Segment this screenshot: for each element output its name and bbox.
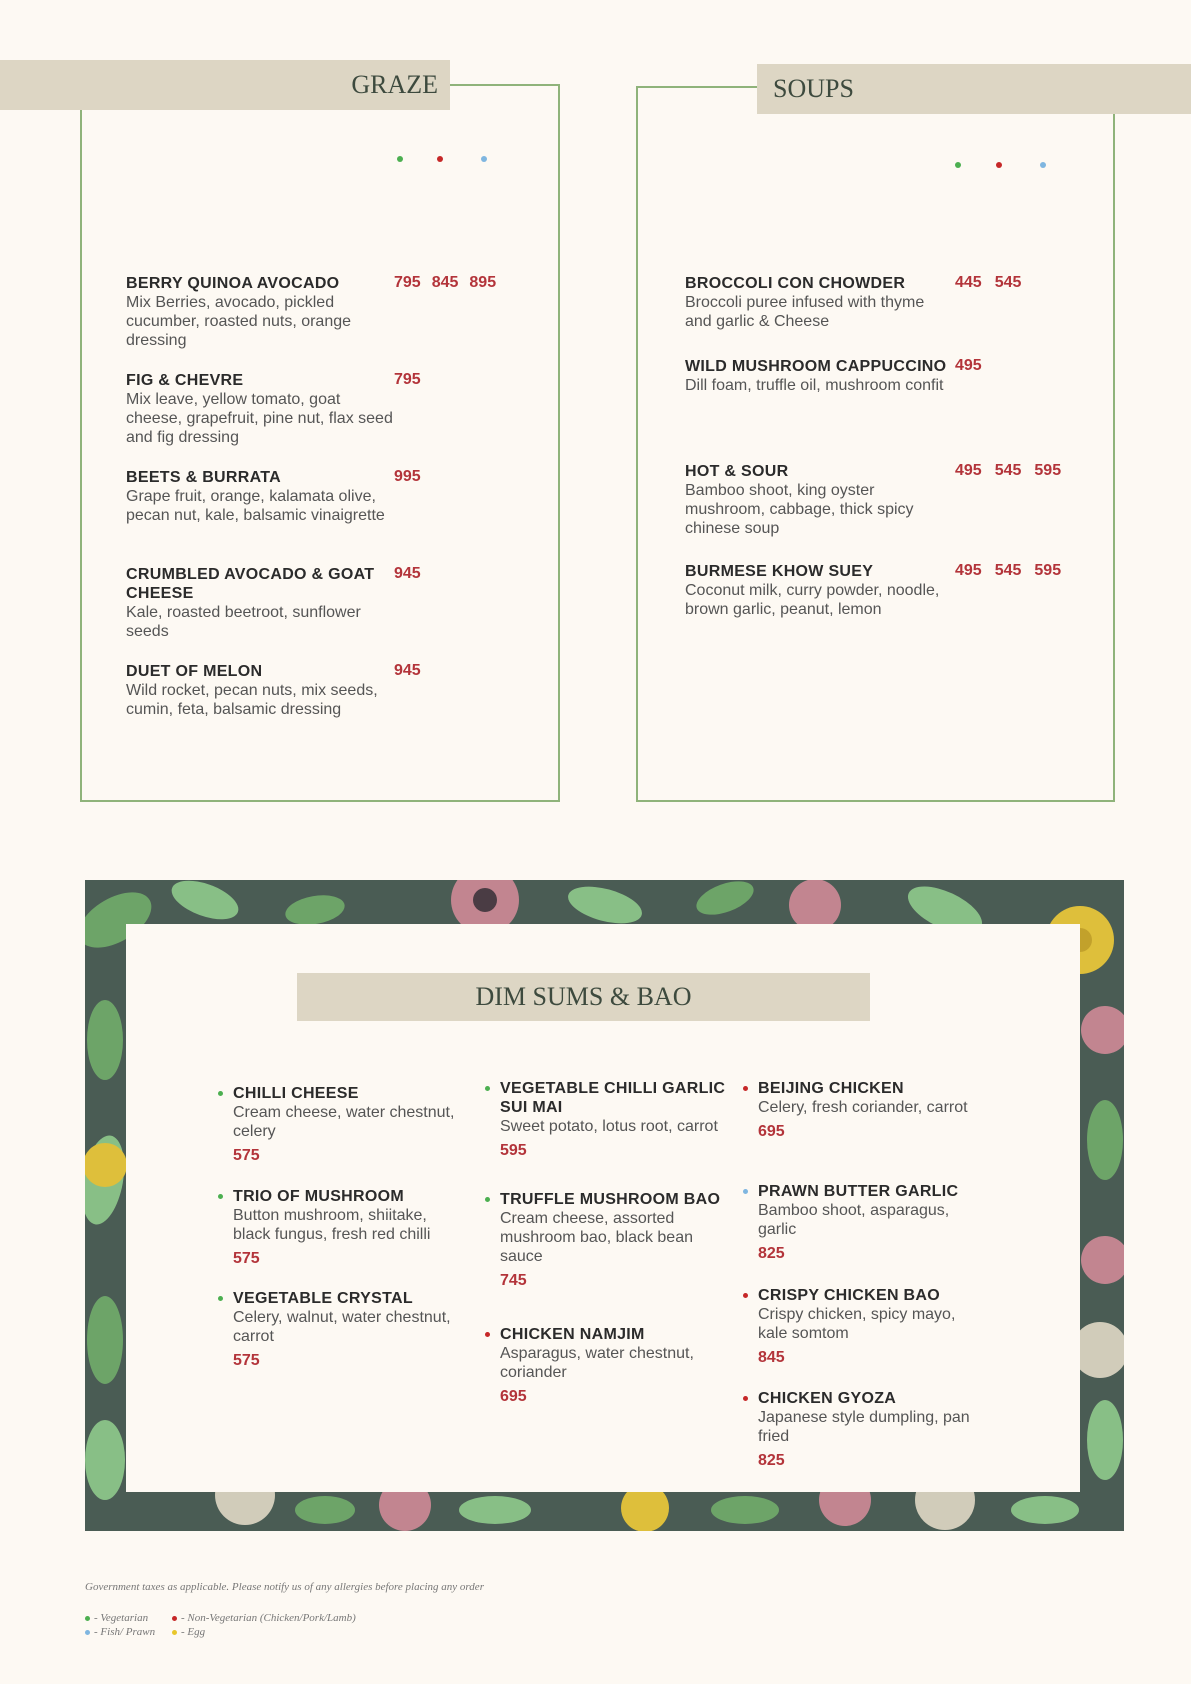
item-name: PRAWN BUTTER GARLIC (758, 1183, 959, 1200)
item-name: BEETS & BURRATA (126, 469, 282, 486)
menu-item (126, 468, 396, 525)
item-price: 595 (500, 1142, 527, 1159)
item-prices (394, 565, 432, 583)
item-price: 945 (394, 565, 421, 582)
menu-item (685, 274, 955, 331)
item-description: Cream cheese, assorted mushroom bao, black bean sauce (500, 1210, 693, 1265)
item-prices (955, 462, 1074, 480)
item-prices (394, 468, 432, 486)
legend-veg-label: - Vegetarian (94, 1612, 149, 1624)
item-name: DUET OF MELON (126, 663, 263, 680)
nonveg-dot (743, 1396, 748, 1401)
item-description: Celery, fresh coriander, carrot (758, 1099, 968, 1116)
graze-banner (0, 60, 450, 110)
item-name: CRISPY CHICKEN BAO (758, 1287, 941, 1304)
legend-veg (85, 1612, 148, 1624)
dimsum-item (233, 1084, 463, 1165)
item-prices (394, 274, 507, 292)
dimsum-item (758, 1182, 988, 1263)
legend-fish (85, 1626, 155, 1638)
item-price: 795 (394, 371, 421, 388)
graze-title: GRAZE (351, 70, 438, 99)
item-name: BERRY QUINOA AVOCADO (126, 275, 340, 292)
item-description: Kale, roasted beetroot, sunflower seeds (126, 604, 361, 640)
menu-item (126, 274, 396, 350)
veg-dot (218, 1091, 223, 1096)
veg-dot (397, 156, 403, 162)
item-name: VEGETABLE CHILLI GARLIC SUI MAI (500, 1080, 726, 1116)
legend-egg (172, 1626, 205, 1638)
dimsum-title: DIM SUMS & BAO (475, 982, 692, 1011)
menu-item (685, 462, 955, 538)
menu-item (685, 357, 955, 395)
legend-nonveg (172, 1612, 356, 1624)
item-price: 595 (1034, 562, 1062, 579)
dimsum-item (233, 1187, 463, 1268)
item-name: BEIJING CHICKEN (758, 1080, 904, 1097)
item-description: Grape fruit, orange, kalamata olive, pecan nut, kale, balsamic vinaigrette (126, 488, 385, 524)
tax-allergy-note: Government taxes as applicable. Please notify us of any allergies before placing any order (85, 1581, 484, 1593)
item-description: Japanese style dumpling, pan fried (758, 1409, 970, 1445)
item-price: 995 (394, 468, 421, 485)
item-name: CHICKEN GYOZA (758, 1390, 897, 1407)
item-price: 695 (500, 1388, 527, 1405)
item-name: CRUMBLED AVOCADO & GOAT CHEESE (126, 566, 375, 602)
item-prices (955, 562, 1074, 580)
egg-dot (172, 1630, 177, 1635)
item-description: Asparagus, water chestnut, coriander (500, 1345, 694, 1381)
item-price: 575 (233, 1250, 260, 1267)
fish-dot (85, 1630, 90, 1635)
dimsum-item (500, 1079, 730, 1160)
dimsum-item (233, 1289, 463, 1370)
item-price: 495 (955, 462, 982, 479)
item-name: VEGETABLE CRYSTAL (233, 1290, 413, 1307)
soups-frame (636, 86, 1115, 802)
item-price: 895 (469, 274, 497, 291)
dimsum-item (758, 1286, 988, 1367)
item-price: 575 (233, 1352, 260, 1369)
dimsum-item (500, 1325, 730, 1406)
item-price: 545 (994, 462, 1022, 479)
veg-dot (218, 1296, 223, 1301)
item-price: 595 (1034, 462, 1062, 479)
menu-item (126, 662, 396, 719)
item-price: 445 (955, 274, 982, 291)
fish-dot (1040, 162, 1046, 168)
nonveg-dot (172, 1616, 177, 1621)
item-name: WILD MUSHROOM CAPPUCCINO (685, 358, 947, 375)
item-price: 545 (994, 274, 1022, 291)
nonveg-dot (743, 1086, 748, 1091)
item-description: Bamboo shoot, king oyster mushroom, cabbage, thick spicy chinese soup (685, 482, 914, 537)
item-description: Cream cheese, water chestnut, celery (233, 1104, 455, 1140)
menu-item (685, 562, 955, 619)
item-description: Bamboo shoot, asparagus, garlic (758, 1202, 950, 1238)
veg-dot (218, 1194, 223, 1199)
item-price: 825 (758, 1245, 785, 1262)
item-price: 545 (994, 562, 1022, 579)
item-description: Mix Berries, avocado, pickled cucumber, roasted nuts, orange dressing (126, 294, 352, 349)
item-description: Dill foam, truffle oil, mushroom confit (685, 377, 944, 394)
item-description: Wild rocket, pecan nuts, mix seeds, cumin, feta, balsamic dressing (126, 682, 378, 718)
menu-item (126, 565, 396, 641)
item-price: 945 (394, 662, 421, 679)
veg-dot (485, 1197, 490, 1202)
item-price: 745 (500, 1272, 527, 1289)
item-prices (955, 274, 1034, 292)
item-description: Crispy chicken, spicy mayo, kale somtom (758, 1306, 956, 1342)
veg-dot (485, 1086, 490, 1091)
item-description: Broccoli puree infused with thyme and garlic & Cheese (685, 294, 925, 330)
item-name: TRUFFLE MUSHROOM BAO (500, 1191, 721, 1208)
item-prices (394, 371, 432, 389)
item-name: HOT & SOUR (685, 463, 789, 480)
item-name: FIG & CHEVRE (126, 372, 244, 389)
item-name: CHILLI CHEESE (233, 1085, 359, 1102)
item-price: 795 (394, 274, 421, 291)
soups-banner (757, 64, 1191, 114)
item-price: 845 (431, 274, 459, 291)
dimsum-item (500, 1190, 730, 1290)
soups-title: SOUPS (773, 74, 854, 103)
veg-dot (955, 162, 961, 168)
item-price: 695 (758, 1123, 785, 1140)
item-name: BROCCOLI CON CHOWDER (685, 275, 906, 292)
item-price: 495 (955, 357, 982, 374)
nonveg-dot (485, 1332, 490, 1337)
item-price: 845 (758, 1349, 785, 1366)
item-price: 495 (955, 562, 982, 579)
fish-dot (481, 156, 487, 162)
fish-dot (743, 1189, 748, 1194)
dimsum-item (758, 1389, 988, 1470)
item-name: CHICKEN NAMJIM (500, 1326, 645, 1343)
item-price: 575 (233, 1147, 260, 1164)
item-prices (955, 357, 995, 375)
item-description: Mix leave, yellow tomato, goat cheese, grapefruit, pine nut, flax seed and fig dressing (126, 391, 393, 446)
legend-nonveg-label: - Non-Vegetarian (Chicken/Pork/Lamb) (181, 1612, 356, 1624)
item-name: TRIO OF MUSHROOM (233, 1188, 405, 1205)
nonveg-dot (743, 1293, 748, 1298)
nonveg-dot (437, 156, 443, 162)
item-name: BURMESE KHOW SUEY (685, 563, 874, 580)
menu-item (126, 371, 396, 447)
dimsum-banner (297, 973, 870, 1021)
item-price: 825 (758, 1452, 785, 1469)
item-description: Coconut milk, curry powder, noodle, brown garlic, peanut, lemon (685, 582, 940, 618)
item-description: Celery, walnut, water chestnut, carrot (233, 1309, 451, 1345)
item-description: Sweet potato, lotus root, carrot (500, 1118, 718, 1135)
dimsum-item (758, 1079, 988, 1141)
item-description: Button mushroom, shiitake, black fungus, fresh red chilli (233, 1207, 431, 1243)
item-prices (394, 662, 432, 680)
nonveg-dot (996, 162, 1002, 168)
legend-fish-label: - Fish/ Prawn (94, 1626, 156, 1638)
legend-egg-label: - Egg (181, 1626, 206, 1638)
veg-dot (85, 1616, 90, 1621)
